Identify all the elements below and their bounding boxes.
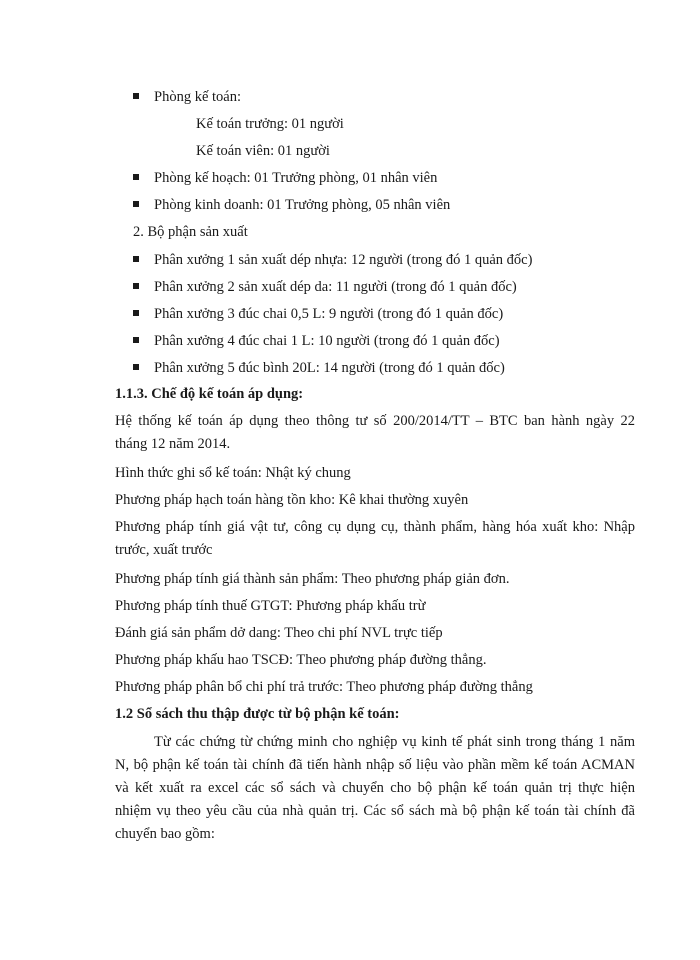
bullet-icon	[133, 337, 139, 343]
section-heading-books: 1.2 Sổ sách thu thập được từ bộ phận kế toán:	[115, 706, 400, 722]
inventory-method-line: Phương pháp hạch toán hàng tồn kho: Kê khai thường xuyên	[115, 492, 469, 508]
paragraph-line: N, bộ phận kế toán tài chính đã tiến hành nhập số liệu vào phần mềm kế toán ACMAN	[115, 757, 635, 773]
bullet-icon	[133, 283, 139, 289]
section-heading-regime: 1.1.3. Chế độ kế toán áp dụng:	[115, 386, 304, 402]
paragraph-line: Từ các chứng từ chứng minh cho nghiệp vụ kinh tế phát sinh trong tháng 1 năm	[154, 734, 635, 750]
paragraph-line: nhiệm vụ theo yêu cầu của nhà quản trị. Các sổ sách mà bộ phận kế toán tài chính đã	[115, 803, 635, 819]
bullet-icon	[133, 174, 139, 180]
production-heading: 2. Bộ phận sản xuất	[133, 224, 248, 240]
paragraph-line: chuyển bao gồm:	[115, 826, 215, 842]
workshop-line: Phân xưởng 5 đúc bình 20L: 14 người (trong đó 1 quản đốc)	[154, 360, 505, 376]
workshop-line: Phân xưởng 2 sản xuất dép da: 11 người (trong đó 1 quản đốc)	[154, 279, 517, 295]
wip-valuation-line: Đánh giá sản phẩm dở dang: Theo chi phí NVL trực tiếp	[115, 625, 443, 641]
costing-method-line: Phương pháp tính giá vật tư, công cụ dụng cụ, thành phẩm, hàng hóa xuất kho: Nhập	[115, 519, 635, 535]
product-cost-line: Phương pháp tính giá thành sản phẩm: Theo phương pháp giản đơn.	[115, 571, 510, 587]
accounting-system-line: Hệ thống kế toán áp dụng theo thông tư số 200/2014/TT – BTC ban hành ngày 22	[115, 413, 635, 429]
costing-method-line-cont: trước, xuất trước	[115, 542, 213, 558]
workshop-line: Phân xưởng 4 đúc chai 1 L: 10 người (trong đó 1 quản đốc)	[154, 333, 500, 349]
paragraph-line: và kết xuất ra excel các sổ sách và chuyển cho bộ phận kế toán quản trị thực hiện	[115, 780, 635, 796]
accounting-system-line-cont: tháng 12 năm 2014.	[115, 436, 231, 452]
accounting-dept-label: Phòng kế toán:	[154, 89, 241, 105]
bullet-icon	[133, 364, 139, 370]
depreciation-line: Phương pháp khấu hao TSCĐ: Theo phương pháp đường thẳng.	[115, 652, 487, 668]
bullet-icon	[133, 93, 139, 99]
accountant-line: Kế toán viên: 01 người	[196, 143, 330, 159]
bullet-icon	[133, 201, 139, 207]
prepaid-allocation-line: Phương pháp phân bổ chi phí trả trước: Theo phương pháp đường thẳng	[115, 679, 533, 695]
bookkeeping-form-line: Hình thức ghi sổ kế toán: Nhật ký chung	[115, 465, 351, 481]
bullet-icon	[133, 310, 139, 316]
planning-dept-line: Phòng kế hoạch: 01 Trưởng phòng, 01 nhân viên	[154, 170, 438, 186]
vat-method-line: Phương pháp tính thuế GTGT: Phương pháp khấu trừ	[115, 598, 426, 614]
chief-accountant-line: Kế toán trưởng: 01 người	[196, 116, 344, 132]
workshop-line: Phân xưởng 3 đúc chai 0,5 L: 9 người (trong đó 1 quản đốc)	[154, 306, 504, 322]
sales-dept-line: Phòng kinh doanh: 01 Trưởng phòng, 05 nhân viên	[154, 197, 451, 213]
bullet-icon	[133, 256, 139, 262]
workshop-line: Phân xưởng 1 sản xuất dép nhựa: 12 người (trong đó 1 quản đốc)	[154, 252, 533, 268]
